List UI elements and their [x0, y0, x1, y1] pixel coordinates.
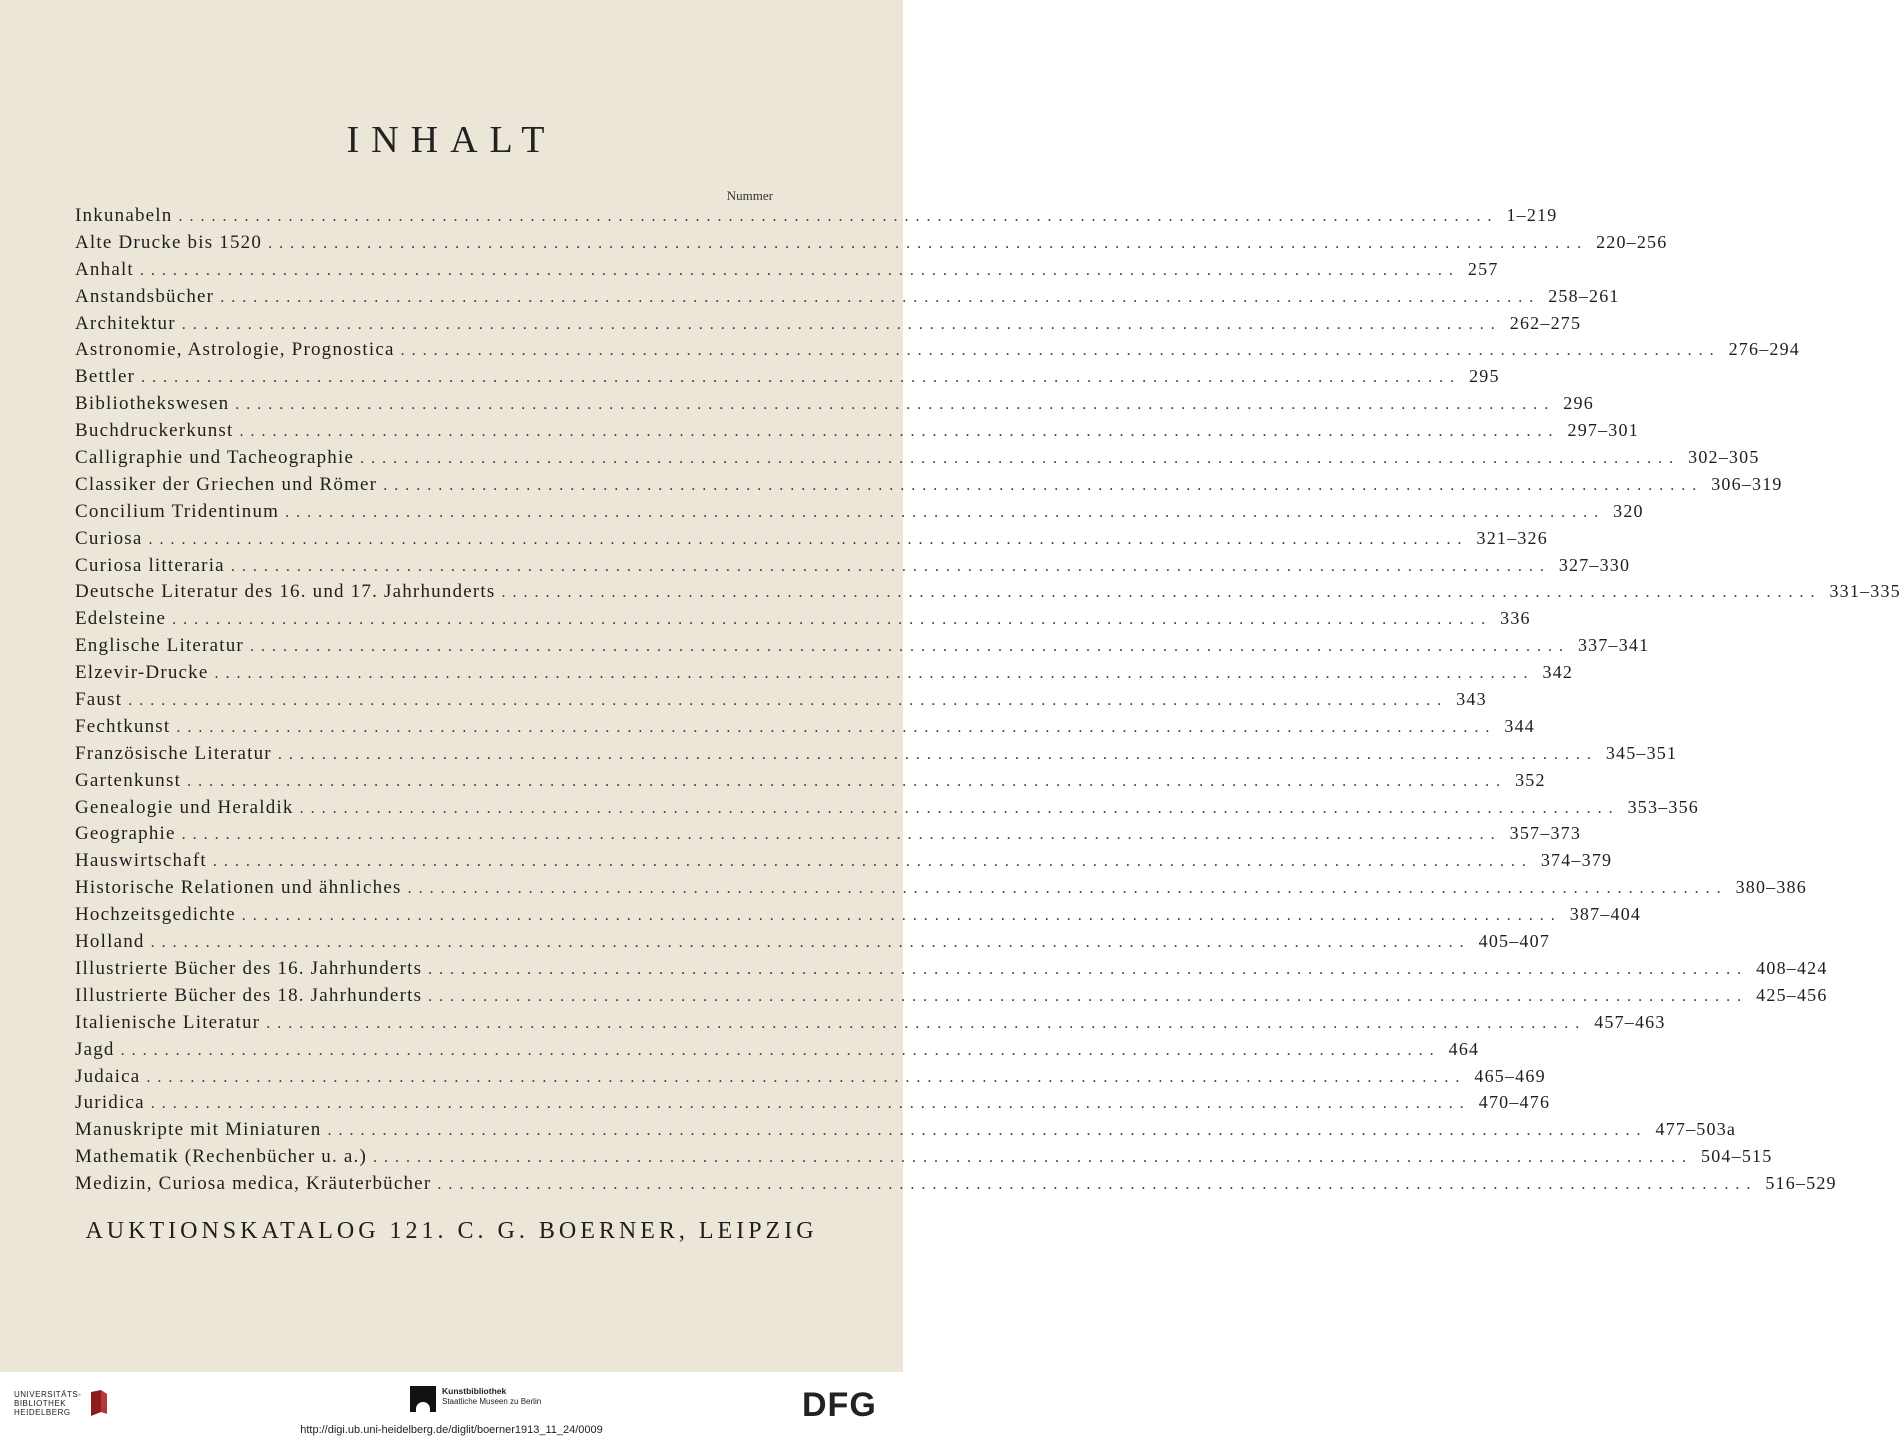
toc-entry-numbers: 295 — [1469, 366, 1500, 387]
leader-dots: ........................................................................................................................ — [128, 692, 1449, 710]
leader-dots: ........................................................................................................................ — [428, 987, 1749, 1005]
toc-entry — [75, 1173, 1837, 1200]
leader-dots: ........................................................................................................................ — [268, 234, 1589, 252]
toc-entry-numbers: 457–463 — [1594, 1011, 1666, 1032]
leader-dots: ........................................................................................................................ — [148, 530, 1469, 548]
leader-dots: ........................................................................................................................ — [373, 1149, 1694, 1167]
leader-dots: ........................................................................................................................ — [187, 772, 1508, 790]
leader-dots: ........................................................................................................................ — [299, 799, 1620, 817]
toc-entry-label: Faust — [75, 689, 123, 711]
dfg-logo[interactable]: DFG — [802, 1386, 877, 1424]
toc-entry — [75, 957, 1828, 985]
toc-entry-label: Judaica — [75, 1065, 141, 1087]
kunstbibliothek-logo[interactable] — [410, 1386, 541, 1412]
leader-dots: ........................................................................................................................ — [383, 476, 1704, 494]
catalog-footer: AUKTIONSKATALOG 121. C. G. BOERNER, LEIPZIG — [85, 1218, 818, 1244]
toc-entry — [75, 742, 1678, 770]
toc-entry — [75, 715, 1535, 743]
toc-entry-label: Elzevir-Drucke — [75, 662, 209, 684]
toc-entry-numbers: 297–301 — [1567, 420, 1639, 441]
toc-entry — [75, 850, 1613, 877]
leader-dots: ........................................................................................................................ — [400, 342, 1721, 360]
ub-logo-line2: BIBLIOTHEK — [14, 1398, 67, 1408]
leader-dots: ........................................................................................................................ — [230, 557, 1551, 575]
toc-entry — [75, 1038, 1480, 1066]
toc-entry-numbers: 337–341 — [1577, 635, 1650, 656]
toc-entry-numbers: 320 — [1613, 500, 1644, 521]
leader-dots: ........................................................................................................................ — [285, 503, 1606, 521]
toc-entry-label: Gartenkunst — [75, 769, 182, 791]
toc-entry — [75, 1011, 1666, 1039]
toc-entry — [75, 877, 1807, 904]
toc-entry-numbers: 220–256 — [1596, 231, 1668, 252]
leader-dots: ........................................................................................................................ — [437, 1176, 1758, 1194]
toc-entry-numbers: 327–330 — [1558, 554, 1631, 575]
ub-logo-line3: HEIDELBERG — [14, 1407, 71, 1417]
leader-dots: ........................................................................................................................ — [277, 745, 1598, 763]
toc-entry — [75, 339, 1800, 366]
leader-dots: ........................................................................................................................ — [407, 880, 1728, 898]
toc-entry — [75, 285, 1620, 313]
toc-entry — [75, 258, 1499, 286]
toc-entry-numbers: 336 — [1500, 608, 1531, 629]
toc-entry-label: Deutsche Literatur des 16. und 17. Jahrhunderts — [75, 581, 496, 603]
toc-entry — [75, 205, 1558, 232]
toc-entry — [75, 1146, 1773, 1173]
toc-entry-numbers: 257 — [1467, 258, 1499, 279]
ub-heidelberg-logo[interactable] — [14, 1388, 109, 1418]
toc-entry-label: Concilium Tridentinum — [75, 500, 280, 522]
table-of-contents — [75, 205, 1901, 1200]
toc-entry — [75, 1065, 1546, 1093]
toc-entry — [75, 554, 1631, 582]
toc-entry — [75, 662, 1574, 689]
toc-entry-label: Hauswirtschaft — [75, 850, 207, 872]
leader-dots: ........................................................................................................................ — [176, 718, 1497, 736]
leader-dots: ........................................................................................................................ — [146, 1068, 1467, 1086]
toc-entry-numbers: 425–456 — [1756, 984, 1828, 1005]
toc-entry-numbers: 302–305 — [1688, 447, 1760, 468]
toc-entry — [75, 527, 1548, 555]
toc-entry-label: Anstandsbücher — [75, 285, 215, 307]
leader-dots: ........................................................................................................................ — [178, 208, 1499, 225]
toc-entry — [75, 420, 1639, 447]
toc-entry-label: Inkunabeln — [75, 205, 173, 226]
page-title: INHALT — [346, 119, 557, 161]
leader-dots: ........................................................................................................................ — [235, 396, 1556, 414]
toc-entry-label: Hochzeitsgedichte — [75, 904, 236, 926]
kb-logo-line2: Staatliche Museen zu Berlin — [442, 1397, 542, 1406]
toc-entry-label: Architektur — [75, 312, 176, 334]
leader-dots: ........................................................................................................................ — [428, 960, 1749, 978]
page-url-link[interactable]: http://digi.ub.uni-heidelberg.de/diglit/boerner1913_11_24/0009 — [300, 1424, 603, 1436]
toc-entry-label: Illustrierte Bücher des 16. Jahrhunderts — [75, 957, 423, 979]
toc-entry-numbers: 357–373 — [1509, 823, 1582, 844]
toc-entry-numbers: 306–319 — [1711, 473, 1783, 494]
toc-entry — [75, 231, 1668, 259]
toc-entry-label: Italienische Literatur — [75, 1011, 261, 1033]
toc-entry-label: Holland — [75, 931, 145, 953]
toc-entry — [75, 796, 1699, 824]
toc-entry — [75, 769, 1546, 797]
toc-entry-numbers: 477–503a — [1655, 1119, 1737, 1140]
toc-entry — [75, 823, 1582, 850]
toc-entry-numbers: 321–326 — [1476, 527, 1548, 548]
toc-entry — [75, 473, 1783, 501]
toc-entry — [75, 689, 1487, 716]
toc-entry-label: Bettler — [75, 366, 136, 388]
toc-entry-numbers: 408–424 — [1756, 957, 1828, 978]
toc-entry-label: Fechtkunst — [75, 715, 171, 737]
leader-dots: ........................................................................................................................ — [139, 261, 1460, 279]
toc-entry-label: Juridica — [75, 1092, 145, 1114]
leader-dots: ........................................................................................................................ — [181, 826, 1502, 844]
toc-entry-numbers: 405–407 — [1478, 931, 1551, 952]
toc-entry-numbers: 345–351 — [1605, 742, 1678, 763]
toc-entry — [75, 366, 1500, 393]
leader-dots: ........................................................................................................................ — [150, 934, 1471, 952]
toc-entry — [75, 447, 1760, 474]
toc-entry-numbers: 504–515 — [1701, 1146, 1773, 1167]
ub-emblem-icon — [87, 1388, 109, 1418]
leader-dots: ........................................................................................................................ — [239, 423, 1560, 441]
leader-dots: ........................................................................................................................ — [214, 665, 1535, 683]
toc-entry — [75, 608, 1531, 635]
column-header-nummer: Nummer — [726, 188, 773, 203]
leader-dots: ........................................................................................................................ — [141, 369, 1462, 387]
leader-dots: ........................................................................................................................ — [360, 450, 1681, 468]
leader-dots: ........................................................................................................................ — [249, 638, 1570, 656]
toc-entry — [75, 635, 1650, 662]
leader-dots: ........................................................................................................................ — [501, 584, 1822, 602]
toc-entry — [75, 931, 1551, 958]
toc-entry-label: Medizin, Curiosa medica, Kräuterbücher — [75, 1173, 432, 1195]
toc-entry-numbers: 516–529 — [1765, 1173, 1837, 1194]
leader-dots: ........................................................................................................................ — [120, 1041, 1441, 1059]
toc-entry — [75, 500, 1644, 528]
toc-entry-numbers: 262–275 — [1509, 312, 1582, 333]
toc-entry-label: Alte Drucke bis 1520 — [75, 231, 263, 253]
leader-dots: ........................................................................................................................ — [220, 288, 1541, 306]
toc-entry-numbers: 353–356 — [1627, 796, 1699, 817]
toc-entry-label: Französische Literatur — [75, 742, 272, 764]
toc-entry-label: Englische Literatur — [75, 635, 244, 657]
toc-entry-numbers: 344 — [1504, 715, 1535, 736]
toc-entry-label: Curiosa — [75, 527, 143, 549]
toc-entry-numbers: 387–404 — [1569, 904, 1642, 925]
toc-entry-numbers: 465–469 — [1474, 1065, 1546, 1086]
toc-entry — [75, 1092, 1551, 1119]
toc-entry-label: Historische Relationen und ähnliches — [75, 877, 402, 899]
toc-entry-label: Jagd — [75, 1038, 115, 1060]
toc-entry-label: Illustrierte Bücher des 18. Jahrhunderts — [75, 984, 423, 1006]
toc-entry-numbers: 331–335 — [1829, 581, 1901, 602]
toc-entry-label: Calligraphie und Tacheographie — [75, 447, 355, 469]
toc-entry-label: Geographie — [75, 823, 176, 845]
toc-entry-numbers: 464 — [1448, 1038, 1480, 1059]
leader-dots: ........................................................................................................................ — [150, 1095, 1471, 1113]
leader-dots: ........................................................................................................................ — [241, 907, 1562, 925]
toc-entry — [75, 312, 1582, 340]
toc-entry-numbers: 352 — [1515, 769, 1546, 790]
toc-entry-label: Buchdruckerkunst — [75, 420, 234, 442]
toc-entry — [75, 984, 1828, 1012]
toc-entry-numbers: 343 — [1456, 689, 1487, 710]
ub-logo-line1: UNIVERSITÄTS- — [14, 1389, 82, 1399]
toc-entry-numbers: 342 — [1542, 662, 1574, 683]
leader-dots: ........................................................................................................................ — [172, 611, 1493, 629]
toc-entry-numbers: 276–294 — [1728, 339, 1800, 360]
toc-entry-label: Anhalt — [75, 258, 134, 280]
toc-entry-numbers: 470–476 — [1478, 1092, 1551, 1113]
toc-entry-label: Mathematik (Rechenbücher u. a.) — [75, 1146, 368, 1168]
kb-logo-line1: Kunstbibliothek — [442, 1386, 507, 1396]
toc-entry-numbers: 258–261 — [1548, 285, 1620, 306]
toc-entry — [75, 1119, 1737, 1146]
toc-entry-numbers: 374–379 — [1540, 850, 1613, 871]
toc-entry-numbers: 380–386 — [1735, 877, 1807, 898]
toc-entry-label: Classiker der Griechen und Römer — [75, 473, 378, 495]
leader-dots: ........................................................................................................................ — [327, 1122, 1648, 1140]
toc-entry — [75, 393, 1594, 420]
toc-entry-label: Curiosa litteraria — [75, 554, 225, 576]
toc-entry-label: Edelsteine — [75, 608, 167, 630]
toc-entry — [75, 581, 1901, 608]
toc-entry — [75, 904, 1642, 931]
toc-entry-label: Genealogie und Heraldik — [75, 796, 294, 818]
leader-dots: ........................................................................................................................ — [212, 853, 1533, 871]
toc-entry-label: Manuskripte mit Miniaturen — [75, 1119, 322, 1141]
toc-entry-numbers: 296 — [1563, 393, 1594, 414]
toc-entry-label: Bibliothekswesen — [75, 393, 230, 415]
leader-dots: ........................................................................................................................ — [181, 315, 1502, 333]
toc-entry-numbers: 1–219 — [1506, 205, 1558, 225]
kunstbibliothek-emblem-icon — [410, 1386, 436, 1412]
leader-dots: ........................................................................................................................ — [266, 1014, 1587, 1032]
toc-entry-label: Astronomie, Astrologie, Prognostica — [75, 339, 395, 361]
